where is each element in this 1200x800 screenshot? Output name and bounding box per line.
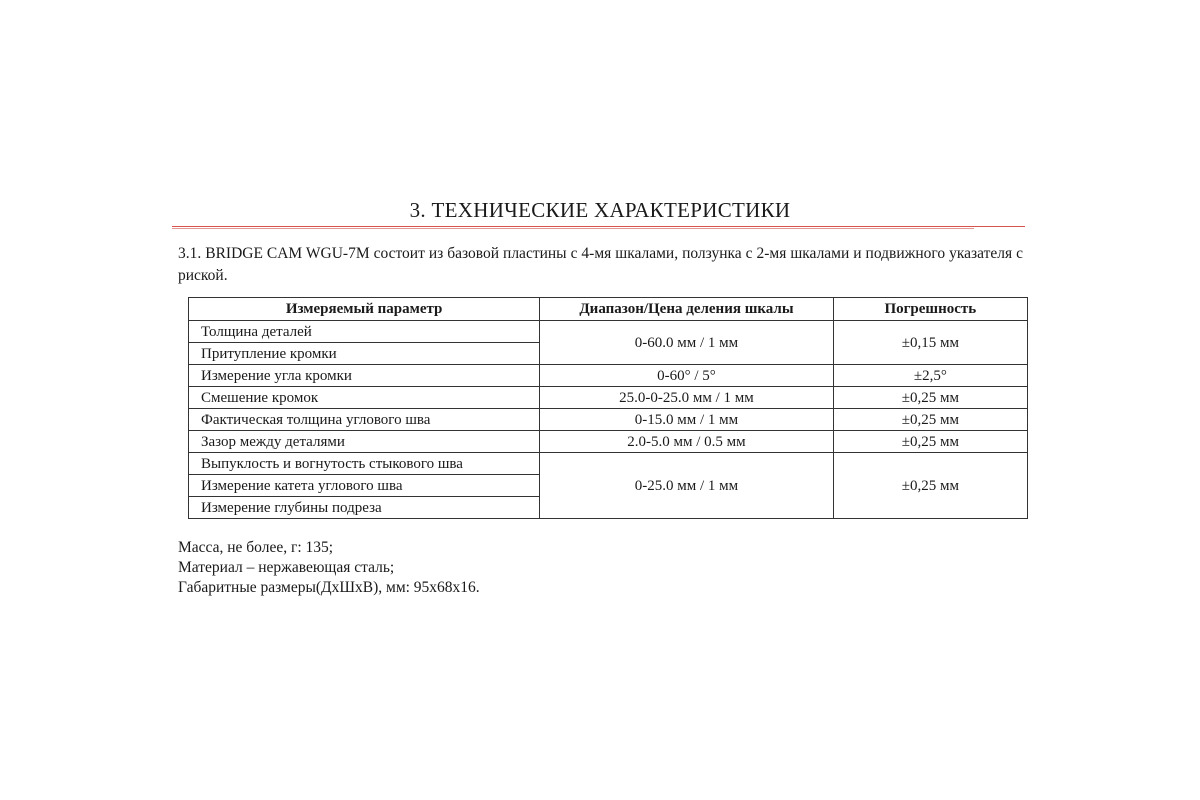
param-cell: Зазор между деталями [189,431,540,453]
param-cell: Смешение кромок [189,387,540,409]
section-heading: 3. ТЕХНИЧЕСКИЕ ХАРАКТЕРИСТИКИ [409,198,791,222]
range-cell: 25.0-0-25.0 мм / 1 мм [540,387,833,409]
intro-paragraph: 3.1. BRIDGE CAM WGU-7M состоит из базовой пластины с 4-мя шкалами, ползунка с 2-мя шкалами и подвижного указателя с риской. [178,245,1023,284]
param-cell: Измерение угла кромки [189,365,540,387]
header-accuracy: Погрешность [833,298,1027,321]
specs-footer [178,538,480,598]
range-cell: 0-60.0 мм / 1 мм [540,321,833,365]
accuracy-cell: ±0,25 мм [833,431,1027,453]
material-line: Материал – нержавеющая сталь; [178,559,395,576]
param-cell: Притупление кромки [189,343,540,365]
range-cell: 2.0-5.0 мм / 0.5 мм [540,431,833,453]
table-row [189,321,1028,343]
param-cell: Измерение глубины подреза [189,497,540,519]
table-row [189,453,1028,475]
accuracy-cell: ±2,5° [833,365,1027,387]
header-parameter: Измеряемый параметр [189,298,540,321]
param-cell: Фактическая толщина углового шва [189,409,540,431]
mass-line: Масса, не более, г: 135; [178,539,334,556]
spec-table [188,297,1028,519]
table-row [189,431,1028,453]
accuracy-cell: ±0,25 мм [833,387,1027,409]
param-cell: Толщина деталей [189,321,540,343]
table-row [189,387,1028,409]
param-cell: Выпуклость и вогнутость стыкового шва [189,453,540,475]
range-cell: 0-25.0 мм / 1 мм [540,453,833,519]
table-row [189,365,1028,387]
param-cell: Измерение катета углового шва [189,475,540,497]
heading-underline [172,226,1025,227]
table-row [189,409,1028,431]
dimensions-line: Габаритные размеры(ДхШхВ), мм: 95х68х16. [178,579,480,596]
table-header-row [189,298,1028,321]
accuracy-cell: ±0,15 мм [833,321,1027,365]
accuracy-cell: ±0,25 мм [833,453,1027,519]
range-cell: 0-15.0 мм / 1 мм [540,409,833,431]
range-cell: 0-60° / 5° [540,365,833,387]
accuracy-cell: ±0,25 мм [833,409,1027,431]
heading-underline-secondary [172,228,974,229]
header-range: Диапазон/Цена деления шкалы [540,298,833,321]
